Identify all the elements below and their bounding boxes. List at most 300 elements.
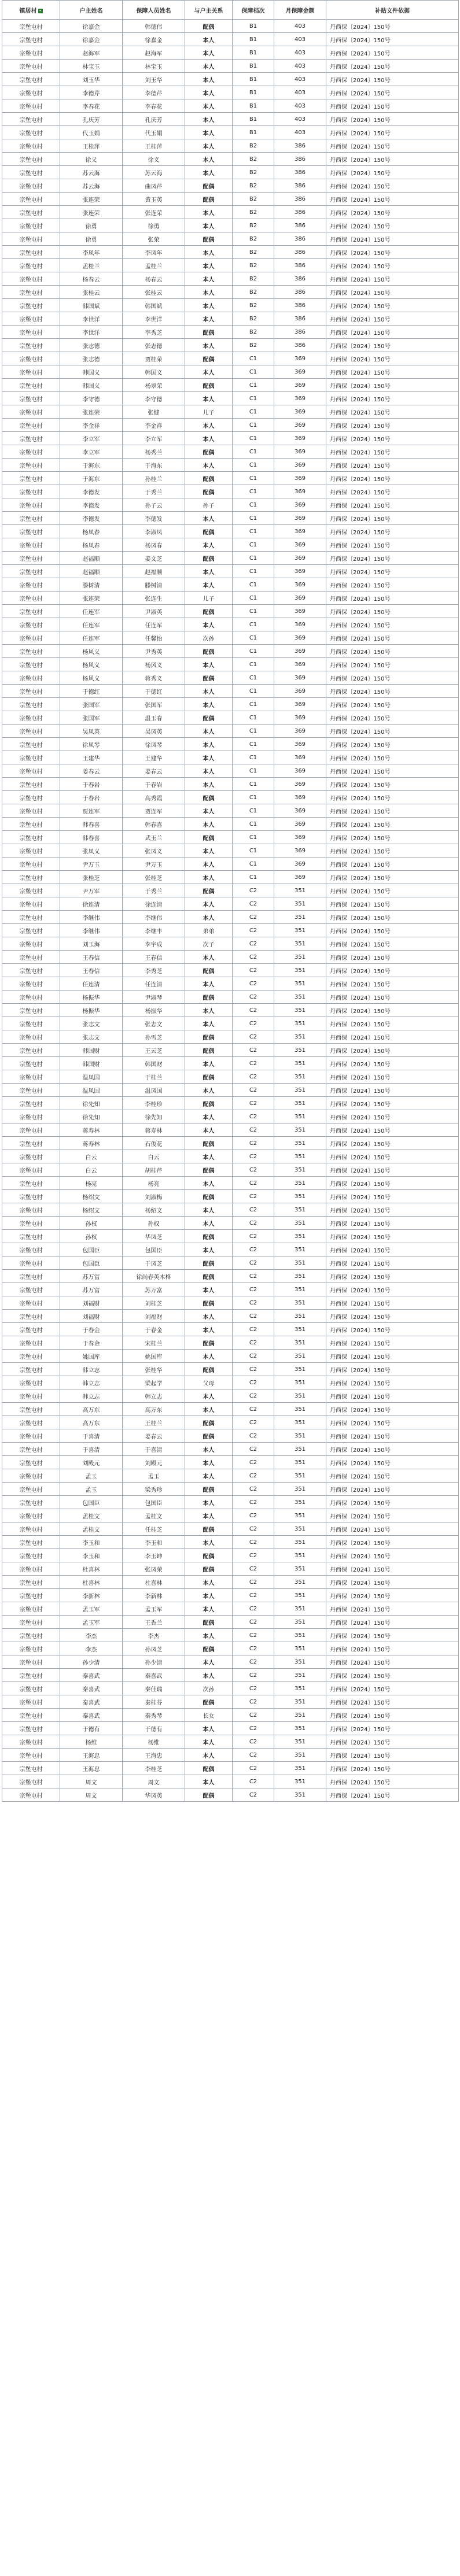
cell-beneficiary[interactable]: 李守德 <box>123 392 185 405</box>
cell-document[interactable]: 丹西保〔2024〕150号 <box>326 1323 459 1336</box>
cell-household-head[interactable]: 王桂萍 <box>60 139 123 153</box>
cell-amount[interactable]: 369 <box>274 751 326 764</box>
cell-document[interactable]: 丹西保〔2024〕150号 <box>326 1562 459 1576</box>
cell-document[interactable]: 丹西保〔2024〕150号 <box>326 1443 459 1456</box>
cell-village[interactable]: 宗堡屯村 <box>2 445 60 459</box>
cell-village[interactable]: 宗堡屯村 <box>2 166 60 179</box>
cell-tier[interactable]: C2 <box>233 1549 274 1562</box>
cell-relation[interactable]: 本人 <box>185 1177 233 1190</box>
cell-tier[interactable]: C2 <box>233 1350 274 1363</box>
cell-beneficiary[interactable]: 高秀霞 <box>123 791 185 804</box>
cell-tier[interactable]: B2 <box>233 286 274 299</box>
cell-tier[interactable]: B2 <box>233 326 274 339</box>
cell-beneficiary[interactable]: 张健 <box>123 405 185 419</box>
cell-village[interactable]: 宗堡屯村 <box>2 1070 60 1084</box>
cell-village[interactable]: 宗堡屯村 <box>2 658 60 671</box>
cell-document[interactable]: 丹西保〔2024〕150号 <box>326 1416 459 1429</box>
cell-tier[interactable]: C1 <box>233 498 274 512</box>
cell-relation[interactable]: 本人 <box>185 1735 233 1749</box>
cell-amount[interactable]: 351 <box>274 1123 326 1137</box>
cell-village[interactable]: 宗堡屯村 <box>2 791 60 804</box>
cell-household-head[interactable]: 李守德 <box>60 392 123 405</box>
cell-document[interactable]: 丹西保〔2024〕150号 <box>326 631 459 645</box>
cell-village[interactable]: 宗堡屯村 <box>2 751 60 764</box>
cell-household-head[interactable]: 苏万富 <box>60 1283 123 1296</box>
cell-beneficiary[interactable]: 韩德伟 <box>123 20 185 33</box>
cell-beneficiary[interactable]: 梁起学 <box>123 1376 185 1389</box>
cell-amount[interactable]: 369 <box>274 565 326 578</box>
cell-household-head[interactable]: 于春金 <box>60 1323 123 1336</box>
cell-beneficiary[interactable]: 姚国库 <box>123 1350 185 1363</box>
cell-amount[interactable]: 351 <box>274 1722 326 1735</box>
cell-tier[interactable]: C1 <box>233 631 274 645</box>
cell-amount[interactable]: 369 <box>274 472 326 485</box>
cell-amount[interactable]: 369 <box>274 578 326 592</box>
cell-relation[interactable]: 本人 <box>185 977 233 991</box>
cell-tier[interactable]: B1 <box>233 99 274 113</box>
cell-amount[interactable]: 403 <box>274 60 326 73</box>
cell-tier[interactable]: C1 <box>233 392 274 405</box>
cell-beneficiary[interactable]: 杨维 <box>123 1735 185 1749</box>
cell-beneficiary[interactable]: 华凤英 <box>123 1788 185 1802</box>
cell-household-head[interactable]: 王春信 <box>60 964 123 977</box>
cell-beneficiary[interactable]: 王春信 <box>123 951 185 964</box>
cell-document[interactable]: 丹西保〔2024〕150号 <box>326 1084 459 1097</box>
cell-relation[interactable]: 配偶 <box>185 671 233 685</box>
cell-relation[interactable]: 配偶 <box>185 1416 233 1429</box>
cell-amount[interactable]: 386 <box>274 179 326 193</box>
cell-village[interactable]: 宗堡屯村 <box>2 1509 60 1522</box>
cell-amount[interactable]: 386 <box>274 339 326 352</box>
cell-relation[interactable]: 本人 <box>185 1576 233 1589</box>
cell-amount[interactable]: 351 <box>274 1084 326 1097</box>
cell-relation[interactable]: 配偶 <box>185 445 233 459</box>
cell-amount[interactable]: 403 <box>274 33 326 46</box>
cell-household-head[interactable]: 徐嘉金 <box>60 33 123 46</box>
cell-document[interactable]: 丹西保〔2024〕150号 <box>326 1735 459 1749</box>
cell-beneficiary[interactable]: 白云 <box>123 1150 185 1163</box>
cell-beneficiary[interactable]: 宋桂兰 <box>123 1336 185 1350</box>
cell-document[interactable]: 丹西保〔2024〕150号 <box>326 778 459 791</box>
cell-amount[interactable]: 351 <box>274 1150 326 1163</box>
cell-amount[interactable]: 369 <box>274 419 326 432</box>
cell-document[interactable]: 丹西保〔2024〕150号 <box>326 1017 459 1030</box>
cell-household-head[interactable]: 李凤年 <box>60 246 123 259</box>
cell-amount[interactable]: 351 <box>274 991 326 1004</box>
cell-beneficiary[interactable]: 杨春云 <box>123 272 185 286</box>
cell-beneficiary[interactable]: 李桂芝 <box>123 1762 185 1775</box>
cell-document[interactable]: 丹西保〔2024〕150号 <box>326 1363 459 1376</box>
cell-document[interactable]: 丹西保〔2024〕150号 <box>326 1509 459 1522</box>
cell-document[interactable]: 丹西保〔2024〕150号 <box>326 818 459 831</box>
cell-household-head[interactable]: 张连荣 <box>60 405 123 419</box>
cell-village[interactable]: 宗堡屯村 <box>2 379 60 392</box>
cell-document[interactable]: 丹西保〔2024〕150号 <box>326 844 459 858</box>
cell-relation[interactable]: 配偶 <box>185 1695 233 1709</box>
cell-amount[interactable]: 351 <box>274 1695 326 1709</box>
cell-amount[interactable]: 386 <box>274 272 326 286</box>
cell-beneficiary[interactable]: 孔庆芳 <box>123 113 185 126</box>
cell-village[interactable]: 宗堡屯村 <box>2 459 60 472</box>
cell-village[interactable]: 宗堡屯村 <box>2 259 60 272</box>
cell-document[interactable]: 丹西保〔2024〕150号 <box>326 405 459 419</box>
cell-beneficiary[interactable]: 孙少清 <box>123 1655 185 1669</box>
cell-tier[interactable]: C2 <box>233 1270 274 1283</box>
cell-document[interactable]: 丹西保〔2024〕150号 <box>326 113 459 126</box>
cell-amount[interactable]: 351 <box>274 1137 326 1150</box>
cell-household-head[interactable]: 孙权 <box>60 1217 123 1230</box>
cell-beneficiary[interactable]: 包国臣 <box>123 1496 185 1509</box>
cell-relation[interactable]: 配偶 <box>185 1363 233 1376</box>
cell-relation[interactable]: 本人 <box>185 1722 233 1735</box>
cell-beneficiary[interactable]: 于春金 <box>123 1323 185 1336</box>
cell-tier[interactable]: C2 <box>233 1283 274 1296</box>
cell-relation[interactable]: 配偶 <box>185 791 233 804</box>
cell-village[interactable]: 宗堡屯村 <box>2 1775 60 1788</box>
cell-amount[interactable]: 369 <box>274 459 326 472</box>
cell-village[interactable]: 宗堡屯村 <box>2 538 60 552</box>
cell-document[interactable]: 丹西保〔2024〕150号 <box>326 1336 459 1350</box>
cell-relation[interactable]: 本人 <box>185 1017 233 1030</box>
cell-relation[interactable]: 本人 <box>185 99 233 113</box>
cell-beneficiary[interactable]: 任桂芝 <box>123 1522 185 1536</box>
cell-village[interactable]: 宗堡屯村 <box>2 299 60 312</box>
cell-village[interactable]: 宗堡屯村 <box>2 1576 60 1589</box>
cell-tier[interactable]: C2 <box>233 1509 274 1522</box>
cell-amount[interactable]: 386 <box>274 286 326 299</box>
cell-household-head[interactable]: 李新林 <box>60 1589 123 1602</box>
cell-tier[interactable]: B2 <box>233 179 274 193</box>
cell-beneficiary[interactable]: 孟玉 <box>123 1469 185 1483</box>
cell-village[interactable]: 宗堡屯村 <box>2 1137 60 1150</box>
cell-amount[interactable]: 369 <box>274 871 326 884</box>
cell-document[interactable]: 丹西保〔2024〕150号 <box>326 791 459 804</box>
cell-tier[interactable]: C2 <box>233 1004 274 1017</box>
cell-amount[interactable]: 351 <box>274 1030 326 1044</box>
cell-amount[interactable]: 351 <box>274 1004 326 1017</box>
cell-village[interactable]: 宗堡屯村 <box>2 1522 60 1536</box>
cell-document[interactable]: 丹西保〔2024〕150号 <box>326 618 459 631</box>
cell-household-head[interactable]: 任连军 <box>60 605 123 618</box>
cell-amount[interactable]: 351 <box>274 1270 326 1283</box>
cell-tier[interactable]: B2 <box>233 272 274 286</box>
cell-village[interactable]: 宗堡屯村 <box>2 1057 60 1070</box>
cell-document[interactable]: 丹西保〔2024〕150号 <box>326 1217 459 1230</box>
cell-relation[interactable]: 配偶 <box>185 1030 233 1044</box>
cell-household-head[interactable]: 代玉娟 <box>60 126 123 139</box>
cell-document[interactable]: 丹西保〔2024〕150号 <box>326 1722 459 1735</box>
cell-document[interactable]: 丹西保〔2024〕150号 <box>326 1097 459 1110</box>
cell-household-head[interactable]: 韩国财 <box>60 1044 123 1057</box>
cell-relation[interactable]: 本人 <box>185 911 233 924</box>
cell-amount[interactable]: 386 <box>274 206 326 219</box>
cell-tier[interactable]: C2 <box>233 1735 274 1749</box>
cell-beneficiary[interactable]: 李世洋 <box>123 312 185 326</box>
cell-relation[interactable]: 次孙 <box>185 1682 233 1695</box>
cell-household-head[interactable]: 白云 <box>60 1163 123 1177</box>
cell-tier[interactable]: C2 <box>233 1762 274 1775</box>
cell-relation[interactable]: 配偶 <box>185 1256 233 1270</box>
cell-beneficiary[interactable]: 林宝玉 <box>123 60 185 73</box>
cell-village[interactable]: 宗堡屯村 <box>2 73 60 86</box>
cell-village[interactable]: 宗堡屯村 <box>2 86 60 99</box>
cell-amount[interactable]: 369 <box>274 445 326 459</box>
cell-beneficiary[interactable]: 孙雪芝 <box>123 1030 185 1044</box>
cell-beneficiary[interactable]: 张国军 <box>123 698 185 711</box>
cell-tier[interactable]: C1 <box>233 844 274 858</box>
cell-relation[interactable]: 本人 <box>185 1443 233 1456</box>
cell-village[interactable]: 宗堡屯村 <box>2 698 60 711</box>
cell-relation[interactable]: 本人 <box>185 844 233 858</box>
cell-amount[interactable]: 369 <box>274 831 326 844</box>
cell-village[interactable]: 宗堡屯村 <box>2 871 60 884</box>
cell-household-head[interactable]: 徐义 <box>60 153 123 166</box>
cell-village[interactable]: 宗堡屯村 <box>2 764 60 778</box>
cell-relation[interactable]: 弟弟 <box>185 924 233 937</box>
cell-household-head[interactable]: 王春信 <box>60 951 123 964</box>
cell-tier[interactable]: B1 <box>233 46 274 60</box>
cell-tier[interactable]: C2 <box>233 937 274 951</box>
cell-relation[interactable]: 配偶 <box>185 1788 233 1802</box>
cell-tier[interactable]: C2 <box>233 924 274 937</box>
cell-beneficiary[interactable]: 徐尚春英木格 <box>123 1270 185 1283</box>
cell-relation[interactable]: 本人 <box>185 246 233 259</box>
cell-tier[interactable]: C2 <box>233 1483 274 1496</box>
cell-relation[interactable]: 配偶 <box>185 552 233 565</box>
cell-relation[interactable]: 配偶 <box>185 379 233 392</box>
cell-household-head[interactable]: 姚国库 <box>60 1350 123 1363</box>
cell-amount[interactable]: 386 <box>274 219 326 232</box>
cell-amount[interactable]: 351 <box>274 1709 326 1722</box>
cell-tier[interactable]: C1 <box>233 778 274 791</box>
cell-relation[interactable]: 本人 <box>185 1310 233 1323</box>
cell-tier[interactable]: C1 <box>233 578 274 592</box>
cell-amount[interactable]: 386 <box>274 312 326 326</box>
cell-document[interactable]: 丹西保〔2024〕150号 <box>326 339 459 352</box>
cell-household-head[interactable]: 韩立志 <box>60 1389 123 1403</box>
cell-village[interactable]: 宗堡屯村 <box>2 565 60 578</box>
cell-beneficiary[interactable]: 杜喜林 <box>123 1576 185 1589</box>
cell-beneficiary[interactable]: 李凤年 <box>123 246 185 259</box>
cell-document[interactable]: 丹西保〔2024〕150号 <box>326 525 459 538</box>
cell-document[interactable]: 丹西保〔2024〕150号 <box>326 232 459 246</box>
cell-household-head[interactable]: 杨凤春 <box>60 538 123 552</box>
cell-amount[interactable]: 386 <box>274 259 326 272</box>
cell-tier[interactable]: B2 <box>233 232 274 246</box>
cell-village[interactable]: 宗堡屯村 <box>2 139 60 153</box>
cell-document[interactable]: 丹西保〔2024〕150号 <box>326 99 459 113</box>
cell-beneficiary[interactable]: 杨秀兰 <box>123 445 185 459</box>
cell-beneficiary[interactable]: 温玉春 <box>123 711 185 725</box>
cell-amount[interactable]: 369 <box>274 392 326 405</box>
cell-tier[interactable]: C2 <box>233 1163 274 1177</box>
cell-document[interactable]: 丹西保〔2024〕150号 <box>326 246 459 259</box>
cell-village[interactable]: 宗堡屯村 <box>2 1017 60 1030</box>
cell-household-head[interactable]: 苏万富 <box>60 1270 123 1283</box>
cell-tier[interactable]: C2 <box>233 1256 274 1270</box>
cell-village[interactable]: 宗堡屯村 <box>2 20 60 33</box>
cell-village[interactable]: 宗堡屯村 <box>2 1283 60 1296</box>
cell-beneficiary[interactable]: 李玉坤 <box>123 1549 185 1562</box>
cell-beneficiary[interactable]: 刘福财 <box>123 1310 185 1323</box>
cell-beneficiary[interactable]: 孟玉军 <box>123 1602 185 1616</box>
cell-village[interactable]: 宗堡屯村 <box>2 1150 60 1163</box>
cell-household-head[interactable]: 于海东 <box>60 459 123 472</box>
cell-amount[interactable]: 351 <box>274 1562 326 1576</box>
cell-relation[interactable]: 本人 <box>185 538 233 552</box>
cell-tier[interactable]: C2 <box>233 1310 274 1323</box>
cell-document[interactable]: 丹西保〔2024〕150号 <box>326 1483 459 1496</box>
cell-tier[interactable]: C1 <box>233 831 274 844</box>
cell-household-head[interactable]: 李立军 <box>60 432 123 445</box>
cell-amount[interactable]: 351 <box>274 1483 326 1496</box>
cell-village[interactable]: 宗堡屯村 <box>2 1616 60 1629</box>
cell-relation[interactable]: 本人 <box>185 512 233 525</box>
cell-household-head[interactable]: 蒋寿林 <box>60 1123 123 1137</box>
cell-village[interactable]: 宗堡屯村 <box>2 977 60 991</box>
cell-tier[interactable]: C2 <box>233 1110 274 1123</box>
cell-tier[interactable]: C1 <box>233 698 274 711</box>
cell-household-head[interactable]: 韩立志 <box>60 1363 123 1376</box>
cell-beneficiary[interactable]: 李杰 <box>123 1629 185 1642</box>
cell-village[interactable]: 宗堡屯村 <box>2 618 60 631</box>
cell-village[interactable]: 宗堡屯村 <box>2 46 60 60</box>
cell-beneficiary[interactable]: 张志德 <box>123 339 185 352</box>
cell-beneficiary[interactable]: 秦佳瑞 <box>123 1682 185 1695</box>
cell-amount[interactable]: 369 <box>274 352 326 365</box>
cell-relation[interactable]: 儿子 <box>185 592 233 605</box>
cell-tier[interactable]: C2 <box>233 1044 274 1057</box>
cell-beneficiary[interactable]: 徐义 <box>123 153 185 166</box>
cell-document[interactable]: 丹西保〔2024〕150号 <box>326 379 459 392</box>
cell-document[interactable]: 丹西保〔2024〕150号 <box>326 1695 459 1709</box>
cell-village[interactable]: 宗堡屯村 <box>2 1682 60 1695</box>
cell-amount[interactable]: 351 <box>274 1243 326 1256</box>
cell-relation[interactable]: 儿子 <box>185 405 233 419</box>
cell-household-head[interactable]: 李春花 <box>60 99 123 113</box>
cell-relation[interactable]: 本人 <box>185 1589 233 1602</box>
cell-document[interactable]: 丹西保〔2024〕150号 <box>326 259 459 272</box>
cell-household-head[interactable]: 于海东 <box>60 472 123 485</box>
cell-amount[interactable]: 369 <box>274 538 326 552</box>
cell-amount[interactable]: 386 <box>274 193 326 206</box>
cell-document[interactable]: 丹西保〔2024〕150号 <box>326 1190 459 1203</box>
cell-household-head[interactable]: 尹万军 <box>60 884 123 897</box>
cell-document[interactable]: 丹西保〔2024〕150号 <box>326 605 459 618</box>
cell-tier[interactable]: C1 <box>233 725 274 738</box>
cell-document[interactable]: 丹西保〔2024〕150号 <box>326 1602 459 1616</box>
cell-village[interactable]: 宗堡屯村 <box>2 419 60 432</box>
cell-document[interactable]: 丹西保〔2024〕150号 <box>326 392 459 405</box>
cell-tier[interactable]: C2 <box>233 1057 274 1070</box>
cell-household-head[interactable]: 孟玉 <box>60 1469 123 1483</box>
cell-village[interactable]: 宗堡屯村 <box>2 113 60 126</box>
cell-household-head[interactable]: 李德发 <box>60 498 123 512</box>
cell-amount[interactable]: 403 <box>274 73 326 86</box>
cell-amount[interactable]: 369 <box>274 778 326 791</box>
cell-village[interactable]: 宗堡屯村 <box>2 1376 60 1389</box>
cell-amount[interactable]: 351 <box>274 1416 326 1429</box>
cell-document[interactable]: 丹西保〔2024〕150号 <box>326 1788 459 1802</box>
cell-amount[interactable]: 351 <box>274 951 326 964</box>
cell-amount[interactable]: 386 <box>274 232 326 246</box>
cell-tier[interactable]: C1 <box>233 618 274 631</box>
cell-tier[interactable]: C2 <box>233 1616 274 1629</box>
cell-amount[interactable]: 386 <box>274 139 326 153</box>
cell-household-head[interactable]: 孟玉 <box>60 1483 123 1496</box>
cell-relation[interactable]: 本人 <box>185 286 233 299</box>
cell-village[interactable]: 宗堡屯村 <box>2 1429 60 1443</box>
cell-beneficiary[interactable]: 武玉兰 <box>123 831 185 844</box>
cell-beneficiary[interactable]: 苏云海 <box>123 166 185 179</box>
cell-document[interactable]: 丹西保〔2024〕150号 <box>326 1123 459 1137</box>
cell-document[interactable]: 丹西保〔2024〕150号 <box>326 139 459 153</box>
cell-amount[interactable]: 351 <box>274 1509 326 1522</box>
cell-tier[interactable]: C2 <box>233 951 274 964</box>
cell-household-head[interactable]: 徐嘉金 <box>60 20 123 33</box>
cell-beneficiary[interactable]: 杨翠荣 <box>123 379 185 392</box>
cell-household-head[interactable]: 王海忠 <box>60 1749 123 1762</box>
cell-document[interactable]: 丹西保〔2024〕150号 <box>326 60 459 73</box>
cell-household-head[interactable]: 林宝玉 <box>60 60 123 73</box>
cell-tier[interactable]: C1 <box>233 432 274 445</box>
cell-household-head[interactable]: 刘玉海 <box>60 937 123 951</box>
cell-village[interactable]: 宗堡屯村 <box>2 911 60 924</box>
cell-amount[interactable]: 351 <box>274 1549 326 1562</box>
cell-village[interactable]: 宗堡屯村 <box>2 498 60 512</box>
cell-tier[interactable]: C2 <box>233 1296 274 1310</box>
cell-amount[interactable]: 386 <box>274 326 326 339</box>
cell-beneficiary[interactable]: 王桂萍 <box>123 139 185 153</box>
cell-relation[interactable]: 配偶 <box>185 1230 233 1243</box>
cell-relation[interactable]: 配偶 <box>185 232 233 246</box>
cell-household-head[interactable]: 蒋寿林 <box>60 1137 123 1150</box>
cell-relation[interactable]: 配偶 <box>185 605 233 618</box>
cell-village[interactable]: 宗堡屯村 <box>2 804 60 818</box>
cell-village[interactable]: 宗堡屯村 <box>2 1296 60 1310</box>
cell-document[interactable]: 丹西保〔2024〕150号 <box>326 1429 459 1443</box>
cell-relation[interactable]: 次孙 <box>185 631 233 645</box>
cell-document[interactable]: 丹西保〔2024〕150号 <box>326 711 459 725</box>
cell-beneficiary[interactable]: 杨凤春 <box>123 538 185 552</box>
cell-village[interactable]: 宗堡屯村 <box>2 884 60 897</box>
cell-beneficiary[interactable]: 于海东 <box>123 459 185 472</box>
cell-tier[interactable]: C2 <box>233 1429 274 1443</box>
cell-amount[interactable]: 369 <box>274 365 326 379</box>
cell-tier[interactable]: B2 <box>233 339 274 352</box>
cell-amount[interactable]: 351 <box>274 897 326 911</box>
cell-village[interactable]: 宗堡屯村 <box>2 1589 60 1602</box>
cell-tier[interactable]: C2 <box>233 1336 274 1350</box>
cell-document[interactable]: 丹西保〔2024〕150号 <box>326 126 459 139</box>
cell-tier[interactable]: C2 <box>233 964 274 977</box>
cell-beneficiary[interactable]: 孙桂兰 <box>123 472 185 485</box>
cell-relation[interactable]: 本人 <box>185 272 233 286</box>
cell-beneficiary[interactable]: 高万东 <box>123 1403 185 1416</box>
cell-village[interactable]: 宗堡屯村 <box>2 924 60 937</box>
cell-beneficiary[interactable]: 贾连军 <box>123 804 185 818</box>
cell-beneficiary[interactable]: 王桂兰 <box>123 1416 185 1429</box>
cell-household-head[interactable]: 张凤义 <box>60 844 123 858</box>
cell-relation[interactable]: 本人 <box>185 312 233 326</box>
cell-household-head[interactable]: 任连军 <box>60 618 123 631</box>
cell-amount[interactable]: 351 <box>274 1057 326 1070</box>
cell-beneficiary[interactable]: 于秀兰 <box>123 485 185 498</box>
cell-beneficiary[interactable]: 王海忠 <box>123 1749 185 1762</box>
cell-tier[interactable]: C1 <box>233 751 274 764</box>
cell-beneficiary[interactable]: 赵福顺 <box>123 565 185 578</box>
cell-household-head[interactable]: 韩国斌 <box>60 299 123 312</box>
